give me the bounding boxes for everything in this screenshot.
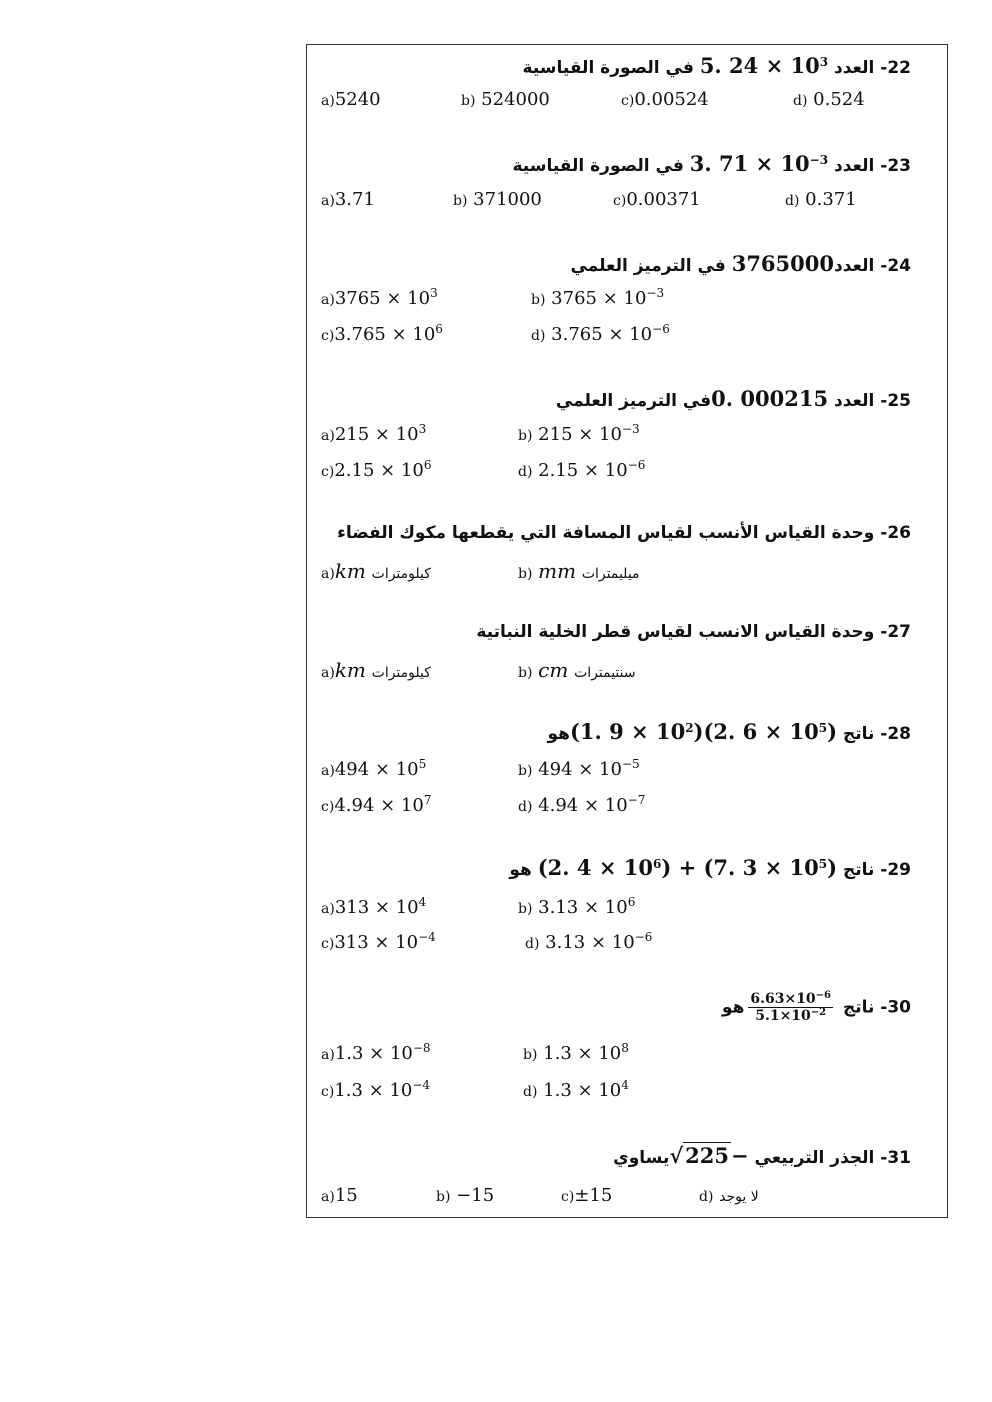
q30-fraction [748, 991, 833, 1024]
q23-option-c[interactable]: c)0.00371 [613, 189, 701, 210]
q29-option-b[interactable]: b) $3.13 \times 10^6$ [518, 895, 636, 918]
q24-option-b[interactable]: b) $3765 \times 10^{-3}$ [531, 286, 665, 309]
q22-option-c[interactable]: c)0.00524 [621, 89, 709, 110]
q25-option-d[interactable]: d) $2.15 \times 10^{-6}$ [518, 458, 646, 481]
q29-option-a[interactable]: $a)313 \times 10^4$ [321, 895, 427, 918]
q24-options-row1 [321, 288, 933, 312]
q22-option-b[interactable]: b) 524000 [461, 89, 550, 110]
q22-expression: 5. $24 \times 10^3$ [699, 53, 829, 78]
q29-option-c[interactable]: $c)313 \times 10^{-4}$ [321, 930, 436, 953]
q22-options [321, 89, 933, 113]
q26-options [321, 559, 933, 583]
q23-option-d[interactable]: d) 0.371 [785, 189, 857, 210]
q28-option-c[interactable]: $c)4.94 \times 10^7$ [321, 793, 432, 816]
q25-option-b[interactable]: b) $215 \times 10^{-3}$ [518, 422, 640, 445]
q29-expression: (2. $4 \times 10^6) + (7$. $3 \times 10^5$) [537, 855, 838, 880]
q31-option-b[interactable]: b) −15 [436, 1185, 495, 1206]
q27-option-b[interactable]: b) cm سنتيمترات [518, 658, 636, 682]
question-23: 23- العدد 3. $71 \times 10^{-3}$ في الصورة القياسية [512, 151, 911, 176]
q29-options-row2 [321, 932, 933, 956]
q28-options-row1 [321, 759, 933, 783]
q31-option-a[interactable]: a)15 [321, 1185, 358, 1206]
q28-expression: (1. $9 \times 10^2)(2$. $6 \times 10^5$) [569, 719, 838, 744]
q29-options-row1 [321, 897, 933, 921]
q23-options [321, 189, 933, 213]
q30-numerator: $6.63\times 10^{-6}$ [750, 990, 832, 1007]
q24-option-c[interactable]: $c)3.765 \times 10^6$ [321, 322, 443, 345]
q31-options [321, 1185, 933, 1209]
q30-denominator: $5.1\times 10^{-2}$ [755, 1007, 827, 1024]
q29-option-d[interactable]: d) $3.13 \times 10^{-6}$ [525, 930, 653, 953]
q28-option-d[interactable]: d) $4.94 \times 10^{-7}$ [518, 793, 646, 816]
question-28: 28- ناتج (1. $9 \times 10^2)(2$. $6 \times 10^5)هو$ [547, 719, 911, 744]
q25-options-row2 [321, 460, 933, 484]
q24-option-a[interactable]: $a)3765 \times 10^3$ [321, 286, 438, 309]
q24-option-d[interactable]: d) $3.765 \times 10^{-6}$ [531, 322, 670, 345]
question-27: 27- وحدة القياس الانسب لقياس قطر الخلية النباتية [476, 622, 911, 642]
question-25: 25- العدد 0. 000215في الترميز العلمي [555, 386, 911, 411]
q30-option-b[interactable]: b) $1.3 \times 10^8$ [523, 1041, 629, 1064]
q23-option-b[interactable]: b) 371000 [453, 189, 542, 210]
question-31: 31- الجذر التربيعي √225−يساوي [613, 1143, 911, 1168]
q24-expression: 3765000 [731, 251, 834, 276]
question-22: 22- العدد 5. $24 \times 10^3$ في الصورة القياسية [522, 53, 911, 78]
q31-option-d[interactable]: d) لا يوجد [699, 1189, 759, 1205]
q30-option-a[interactable]: $a)1.3 \times 10^{-8}$ [321, 1041, 431, 1064]
q25-expression: 0. 000215 [711, 386, 829, 411]
q26-option-a[interactable]: a)km كيلومترات [321, 559, 431, 583]
q30-options-row2 [321, 1080, 933, 1104]
q28-options-row2 [321, 795, 933, 819]
question-30: 30- ناتج $\frac{6.63\times 10^{-6}}{5.1\times 10^{-2}}$ هو [721, 990, 911, 1024]
q25-option-c[interactable]: $c)2.15 \times 10^6$ [321, 458, 432, 481]
q22-option-a[interactable]: a)5240 [321, 89, 381, 110]
q27-option-a[interactable]: a)km كيلومترات [321, 658, 431, 682]
q25-options-row1 [321, 424, 933, 448]
question-29: 29- ناتج (2. $4 \times 10^6) + (7$. $3 \times 10^5$) هو [509, 855, 911, 880]
q25-option-a[interactable]: $a)215 \times 10^3$ [321, 422, 427, 445]
q23-expression: 3. $71 \times 10^{-3}$ [689, 151, 829, 176]
q28-option-b[interactable]: b) $494 \times 10^{-5}$ [518, 757, 640, 780]
question-sheet [306, 44, 948, 1218]
q28-option-a[interactable]: $a)494 \times 10^5$ [321, 757, 427, 780]
q30-option-d[interactable]: d) $1.3 \times 10^4$ [523, 1078, 629, 1101]
q23-option-a[interactable]: a)3.71 [321, 189, 375, 210]
question-26: 26- وحدة القياس الأنسب لقياس المسافة التي يقطعها مكوك الفضاء [337, 523, 911, 543]
q31-option-c[interactable]: c)±15 [561, 1185, 613, 1206]
q30-options-row1 [321, 1043, 933, 1067]
q27-options [321, 658, 933, 682]
question-24: 24- العدد3765000 في الترميز العلمي [570, 251, 911, 276]
q22-option-d[interactable]: d) 0.524 [793, 89, 865, 110]
q24-options-row2 [321, 324, 933, 348]
q30-option-c[interactable]: $c)1.3 \times 10^{-4}$ [321, 1078, 431, 1101]
q31-expression: √225− [669, 1143, 749, 1168]
q26-option-b[interactable]: b) mm ميليمترات [518, 559, 640, 583]
